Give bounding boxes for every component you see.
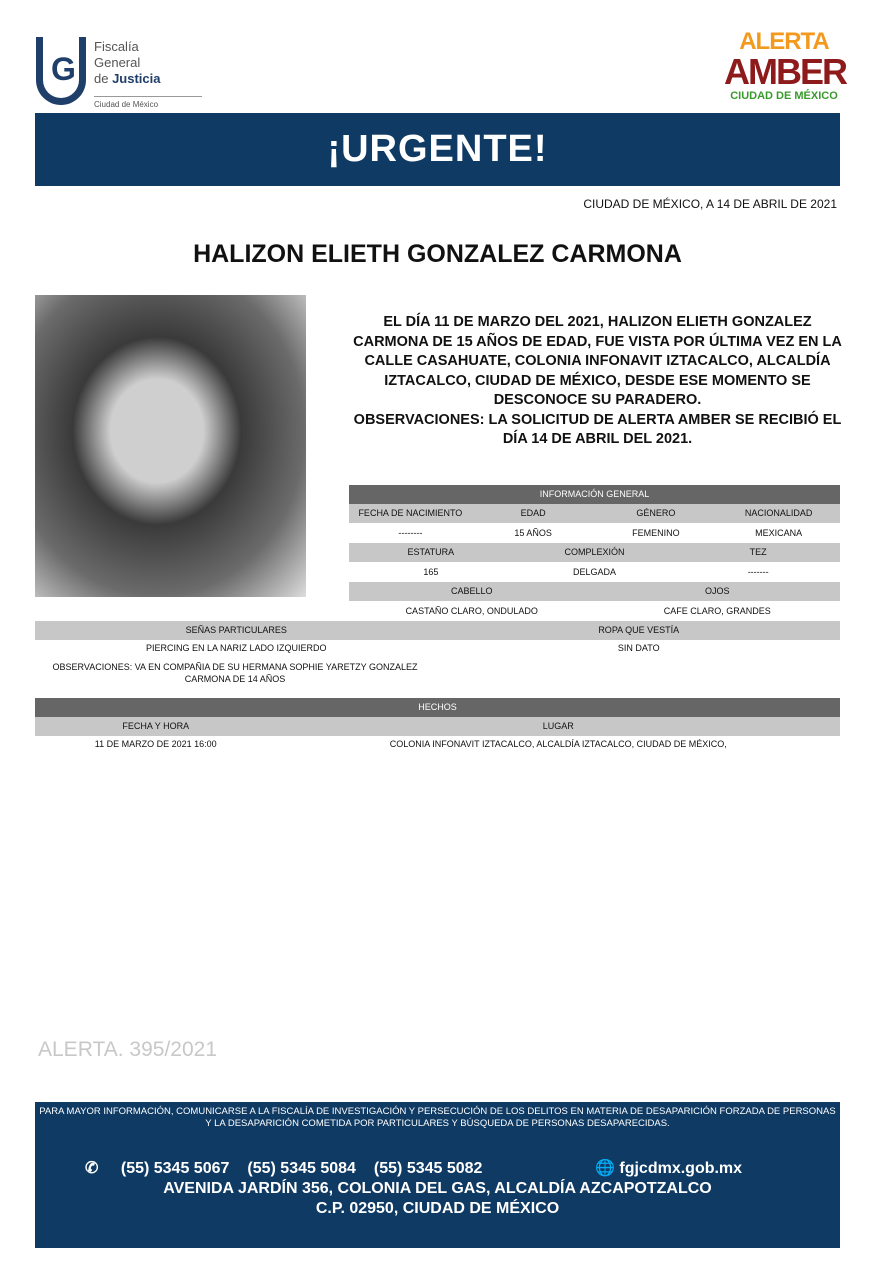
- table-header: [349, 504, 840, 523]
- fgj-emblem: [36, 37, 86, 105]
- description: [350, 313, 845, 450]
- cell: FECHA DE NACIMIENTO: [358, 508, 463, 518]
- alerta-amber-logo: [724, 30, 844, 102]
- cell: EDAD: [520, 508, 546, 518]
- table-row: [349, 523, 840, 543]
- cell: COMPLEXIÓN: [564, 547, 625, 557]
- cell: FEMENINO: [632, 528, 680, 538]
- date-line: CIUDAD DE MÉXICO, A 14 DE ABRIL DE 2021: [583, 197, 837, 211]
- cell: SIN DATO: [617, 643, 660, 653]
- table-header: [35, 717, 840, 736]
- cell: NACIONALIDAD: [744, 508, 813, 518]
- cell: CASTAÑO CLARO, ONDULADO: [405, 606, 538, 616]
- features-observations: OBSERVACIONES: VA EN COMPAÑIA DE SU HERMANA SOPHIE YARETZY GONZALEZ CARMONA DE 14 AÑOS: [52, 662, 418, 684]
- table-title: HECHOS: [35, 698, 840, 717]
- person-name: HALIZON ELIETH GONZALEZ CARMONA: [193, 240, 682, 268]
- cell: PIERCING EN LA NARIZ LADO IZQUIERDO: [145, 643, 327, 653]
- cell: TEZ: [749, 547, 767, 557]
- table-header: [35, 621, 840, 640]
- person-photo: [35, 295, 306, 597]
- table-row: [35, 736, 840, 752]
- cell: 11 DE MARZO DE 2021 16:00: [94, 739, 217, 749]
- cell: COLONIA INFONAVIT IZTACALCO, ALCALDÍA IZTACALCO, CIUDAD DE MÉXICO,: [389, 739, 727, 749]
- urgent-banner: ¡URGENTE!: [35, 113, 840, 186]
- observations-text: OBSERVACIONES: LA SOLICITUD DE ALERTA AMBER SE RECIBIÓ EL DÍA 14 DE ABRIL DEL 2021.: [353, 411, 842, 447]
- cell: OJOS: [704, 586, 730, 596]
- cell: DELGADA: [573, 567, 617, 577]
- table-row: [35, 640, 840, 654]
- logo-text: Justicia: [112, 71, 161, 86]
- logo-text: General: [94, 55, 141, 70]
- phone-number[interactable]: (55) 5345 5082: [373, 1160, 483, 1177]
- website[interactable]: [595, 1158, 742, 1178]
- phone-icon: ✆: [85, 1160, 99, 1177]
- logo-subtext: Ciudad de México: [94, 96, 202, 109]
- table-row: [349, 601, 840, 621]
- cell: CAFE CLARO, GRANDES: [663, 606, 771, 616]
- cell: 165: [423, 567, 439, 577]
- cell: ROPA QUE VESTÍA: [598, 625, 680, 635]
- features-table: [35, 621, 840, 654]
- logo-text: AMBER: [724, 51, 846, 92]
- cell: --------: [398, 528, 423, 538]
- cell: CABELLO: [450, 586, 493, 596]
- fgj-logo: [36, 33, 176, 108]
- cell: LUGAR: [542, 721, 574, 731]
- description-text: EL DÍA 11 DE MARZO DEL 2021, HALIZON ELIETH GONZALEZ CARMONA DE 15 AÑOS DE EDAD, FUE VISTA POR ÚLTIMA VEZ EN LA CALLE CASAHUATE, COLONIA INFONAVIT IZTACALCO, ALCALDÍA IZTACALCO, CIUDAD DE MÉXICO, DESDE ESE MOMENTO SE DESCONOCE SU PARADERO.: [353, 314, 842, 408]
- logo-text: CIUDAD DE MÉXICO: [730, 90, 838, 102]
- cell: GÉNERO: [636, 508, 676, 518]
- table-title: INFORMACIÓN GENERAL: [349, 485, 840, 504]
- footer-info: PARA MAYOR INFORMACIÓN, COMUNICARSE A LA FISCALÍA DE INVESTIGACIÓN Y PERSECUCIÓN DE LOS DELITOS EN MATERIA DE DESAPARICIÓN FORZADA DE PERSONAS Y LA DESAPARICIÓN COMETIDA POR PARTICULARES Y BÚSQUEDA DE PERSONAS DESAPARECIDAS.: [39, 1106, 836, 1129]
- table-header: [349, 582, 840, 601]
- general-info-table: [349, 485, 840, 621]
- logo-text: ALERTA: [739, 28, 829, 55]
- cell: FECHA Y HORA: [122, 721, 190, 731]
- phone-number[interactable]: (55) 5345 5084: [247, 1160, 356, 1177]
- cell: MEXICANA: [755, 528, 803, 538]
- table-header: [349, 543, 840, 562]
- phone-number[interactable]: (55) 5345 5067: [120, 1160, 230, 1177]
- address-line: C.P. 02950, CIUDAD DE MÉXICO: [315, 1200, 560, 1217]
- cell: ESTATURA: [407, 547, 455, 557]
- website-link[interactable]: fgjcdmx.gob.mx: [619, 1160, 743, 1177]
- logo-text: Fiscalía: [94, 39, 139, 54]
- logo-text: de: [94, 71, 113, 86]
- footer: [35, 1102, 840, 1248]
- globe-icon: 🌐: [595, 1160, 615, 1177]
- alert-number: ALERTA. 395/2021: [38, 1038, 218, 1061]
- events-table: [35, 698, 840, 752]
- address-line: AVENIDA JARDÍN 356, COLONIA DEL GAS, ALCALDÍA AZCAPOTZALCO: [163, 1180, 712, 1197]
- cell: -------: [747, 567, 769, 577]
- cell: SEÑAS PARTICULARES: [185, 625, 287, 635]
- table-row: [349, 562, 840, 582]
- cell: 15 AÑOS: [514, 528, 552, 538]
